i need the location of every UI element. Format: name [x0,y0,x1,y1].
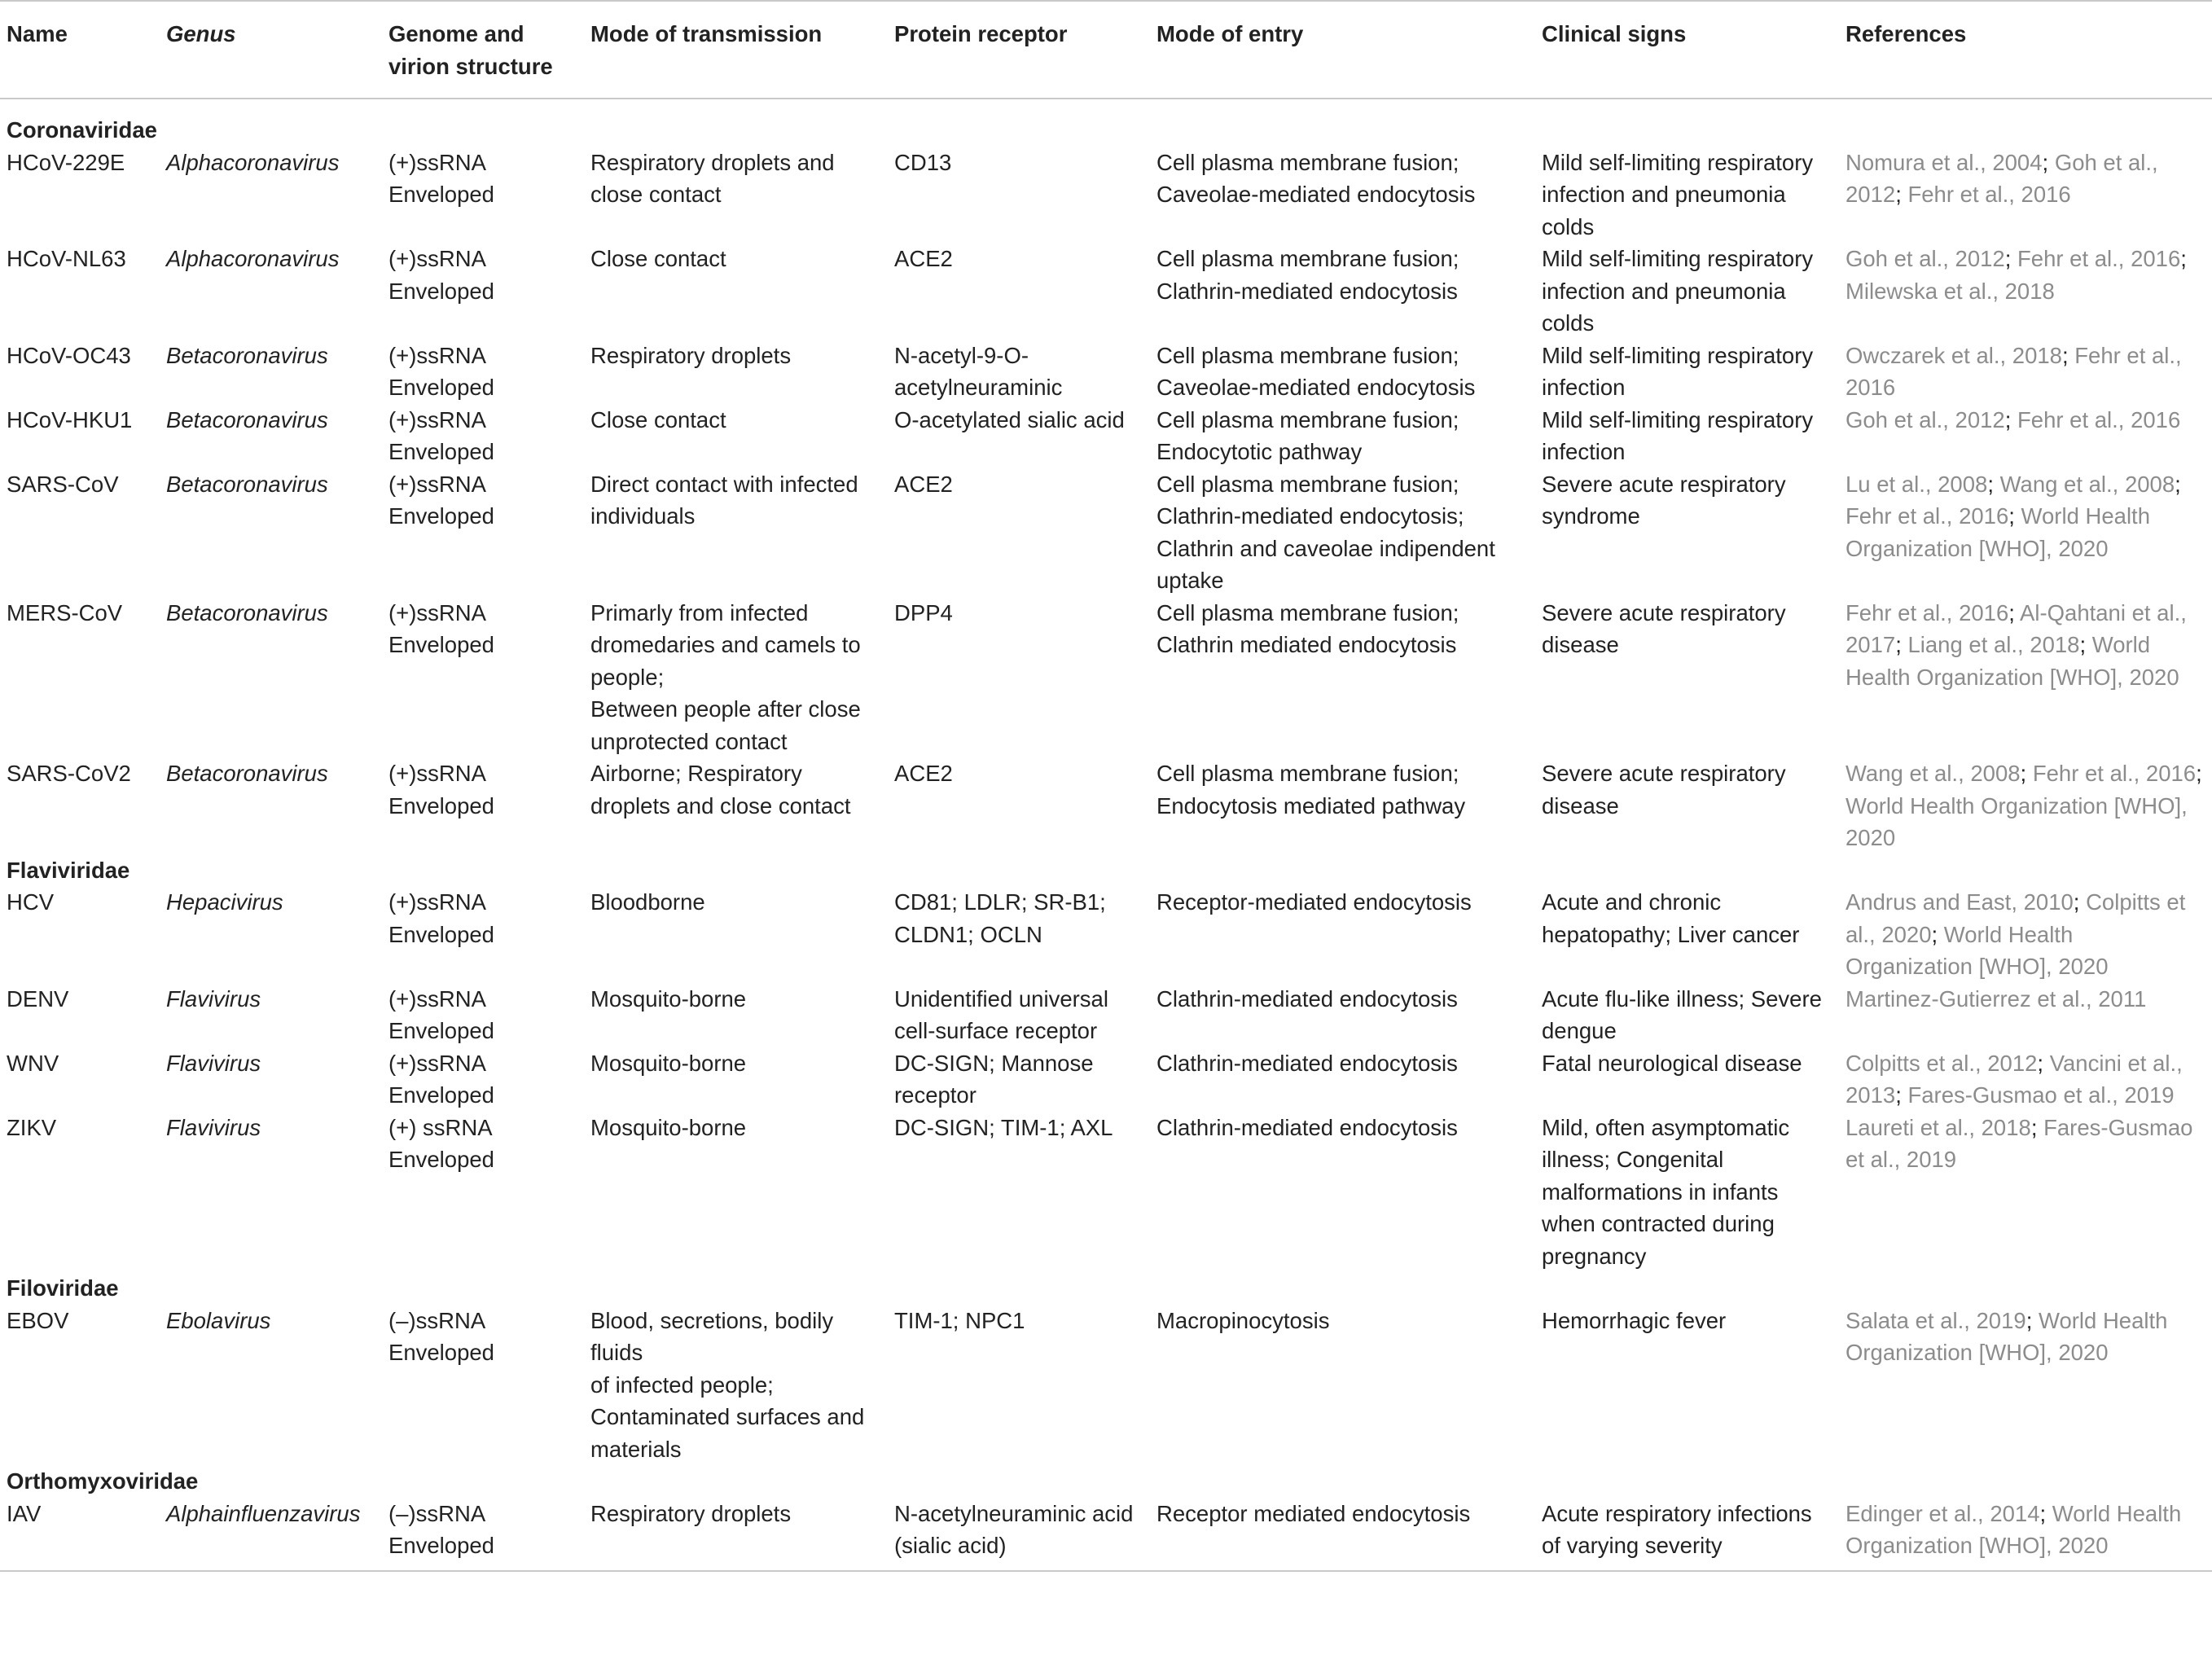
cell-name: HCoV-NL63 [7,246,126,271]
cell-receptor: CD81; LDLR; SR-B1; CLDN1; OCLN [894,889,1106,947]
cell-receptor: TIM-1; NPC1 [894,1307,1025,1333]
cell-name: SARS-CoV [7,471,119,497]
cell-transmission: Mosquito-borne [590,985,747,1012]
cell-entry: Cell plasma membrane fusion; Caveolae-mediated endocytosis [1156,149,1476,207]
cell-transmission: Respiratory droplets [590,342,792,368]
reference-link[interactable]: Lu et al., 2008 [1846,471,1988,497]
family-row [0,1465,2212,1498]
table-body [0,99,2212,1571]
reference-link[interactable]: Nomura et al., 2004 [1846,149,2043,175]
reference-link[interactable]: Wang et al., 2008 [1846,761,2021,786]
reference-link[interactable]: Fehr et al., 2016 [2017,246,2181,271]
table-row [0,886,2212,983]
cell-name: HCoV-HKU1 [7,406,133,432]
cell-genome: (+)ssRNA Enveloped [388,985,494,1043]
reference-link[interactable]: Fehr et al., 2016 [1846,503,2009,529]
family-row [0,1272,2212,1305]
cell-references: Laureti et al., 2018; Fares-Gusmao et al., 2019 [1846,1114,2193,1172]
reference-link[interactable]: Al-Qahtani et al., 2017 [1846,599,2187,657]
cell-genus: Alphacoronavirus [166,149,340,175]
cell-genome: (+)ssRNA Enveloped [388,1050,494,1108]
header-row [0,1,2212,99]
header-transmission: Mode of transmission [590,21,823,46]
reference-link[interactable]: Fehr et al., 2016 [2017,406,2181,432]
table-row [0,147,2212,244]
reference-link[interactable]: Goh et al., 2012 [1846,406,2005,432]
cell-references: Lu et al., 2008; Wang et al., 2008; Fehr et al., 2016; World Health Organization [WHO], 2020 [1846,471,2181,561]
reference-link[interactable]: Goh et al., 2012 [1846,246,2005,271]
table-header [0,1,2212,99]
reference-link[interactable]: Wang et al., 2008 [1999,471,2175,497]
cell-entry: Cell plasma membrane fusion; Clathrin-mediated endocytosis [1156,246,1459,304]
cell-genus: Alphacoronavirus [166,246,340,271]
cell-genome: (+) ssRNA Enveloped [388,1114,494,1172]
cell-receptor: Unidentified universal cell-surface receptor [894,985,1108,1043]
cell-transmission: Direct contact with infected individuals [590,471,858,529]
reference-link[interactable]: Colpitts et al., 2012 [1846,1050,2038,1076]
cell-transmission: Airborne; Respiratory droplets and close contact [590,761,851,818]
table-row [0,983,2212,1047]
cell-references: Owczarek et al., 2018; Fehr et al., 2016 [1846,342,2182,400]
reference-link[interactable]: World Health Organization [WHO], 2020 [1846,503,2150,561]
cell-genus: Betacoronavirus [166,599,328,625]
cell-receptor: O-acetylated sialic acid [894,406,1125,432]
cell-genome: (+)ssRNA Enveloped [388,889,494,947]
cell-signs: Acute respiratory infections of varying severity [1542,1500,1812,1558]
cell-references: Salata et al., 2019; World Health Organization [WHO], 2020 [1846,1307,2168,1365]
cell-receptor: N-acetylneuraminic acid (sialic acid) [894,1500,1134,1558]
cell-signs: Mild self-limiting respiratory infection and pneumonia colds [1542,246,1814,336]
bottom-rule [0,1571,2212,1573]
header-entry: Mode of entry [1156,21,1304,46]
cell-references: Goh et al., 2012; Fehr et al., 2016 [1846,406,2181,432]
reference-link[interactable]: Andrus and East, 2010 [1846,889,2074,915]
table-row [0,1047,2212,1112]
cell-transmission: Bloodborne [590,889,705,915]
table-row [0,1305,2212,1466]
cell-genome: (+)ssRNA Enveloped [388,246,494,304]
family-name: Filoviridae [7,1275,119,1301]
cell-signs: Hemorrhagic fever [1542,1307,1727,1333]
cell-name: SARS-CoV2 [7,761,131,786]
cell-entry: Clathrin-mediated endocytosis [1156,1114,1458,1140]
cell-genus: Betacoronavirus [166,342,328,368]
cell-genus: Alphainfluenzavirus [166,1500,361,1526]
cell-name: DENV [7,985,69,1012]
table-row [0,404,2212,468]
cell-genome: (+)ssRNA Enveloped [388,599,494,657]
cell-name: MERS-CoV [7,599,123,625]
reference-link[interactable]: Fehr et al., 2016 [1907,182,2071,207]
cell-receptor: DPP4 [894,599,953,625]
cell-name: IAV [7,1500,42,1526]
cell-signs: Mild self-limiting respiratory infection [1542,342,1814,400]
cell-references: Fehr et al., 2016; Al-Qahtani et al., 2017; Liang et al., 2018; World Health Organization [WHO], 2020 [1846,599,2187,690]
cell-signs: Acute flu-like illness; Severe dengue [1542,985,1822,1043]
cell-entry: Receptor-mediated endocytosis [1156,889,1472,915]
cell-genome: (+)ssRNA Enveloped [388,761,494,818]
cell-signs: Mild self-limiting respiratory infection and pneumonia colds [1542,149,1814,239]
reference-link[interactable]: Laureti et al., 2018 [1846,1114,2031,1140]
cell-genus: Hepacivirus [166,889,283,915]
cell-references: Nomura et al., 2004; Goh et al., 2012; Fehr et al., 2016 [1846,149,2158,207]
cell-name: ZIKV [7,1114,57,1140]
cell-entry: Cell plasma membrane fusion; Endocytosis mediated pathway [1156,761,1466,818]
reference-link[interactable]: World Health Organization [WHO], 2020 [1846,792,2188,850]
cell-entry: Receptor mediated endocytosis [1156,1500,1471,1526]
cell-transmission: Mosquito-borne [590,1114,747,1140]
table-row [0,243,2212,340]
reference-link[interactable]: Fehr et al., 2016 [2032,761,2197,786]
reference-link[interactable]: Vancini et al., 2013 [1846,1050,2183,1108]
cell-genome: (–)ssRNA Enveloped [388,1307,494,1365]
reference-link[interactable]: Owczarek et al., 2018 [1846,342,2062,368]
cell-name: WNV [7,1050,59,1076]
cell-receptor: DC-SIGN; TIM-1; AXL [894,1114,1113,1140]
cell-genus: Flavivirus [166,1050,261,1076]
cell-signs: Acute and chronic hepatopathy; Liver cancer [1542,889,1800,947]
reference-link[interactable]: World Health Organization [WHO], 2020 [1846,1500,2182,1558]
header-genome: Genome and virion structure [388,21,553,79]
cell-receptor: N-acetyl-9-O-acetylneuraminic [894,342,1063,400]
cell-genome: (+)ssRNA Enveloped [388,149,494,207]
cell-references: Andrus and East, 2010; Colpitts et al., 2020; World Health Organization [WHO], 2020 [1846,889,2186,979]
cell-genome: (+)ssRNA Enveloped [388,471,494,529]
reference-link[interactable]: World Health Organization [WHO], 2020 [1846,1307,2168,1365]
cell-transmission: Mosquito-borne [590,1050,747,1076]
reference-link[interactable]: World Health Organization [WHO], 2020 [1846,632,2179,690]
cell-references: Wang et al., 2008; Fehr et al., 2016; World Health Organization [WHO], 2020 [1846,761,2202,850]
cell-references: Goh et al., 2012; Fehr et al., 2016; Milewska et al., 2018 [1846,246,2187,304]
cell-receptor: CD13 [894,149,952,175]
cell-name: EBOV [7,1307,69,1333]
cell-signs: Severe acute respiratory disease [1542,599,1786,657]
table-row [0,597,2212,758]
reference-link[interactable]: World Health Organization [WHO], 2020 [1846,921,2109,979]
cell-entry: Macropinocytosis [1156,1307,1330,1333]
reference-link[interactable]: Martinez-Gutierrez et al., 2011 [1846,985,2147,1012]
cell-genome: (+)ssRNA Enveloped [388,342,494,400]
cell-name: HCV [7,889,55,915]
cell-transmission: Close contact [590,406,726,432]
header-genus: Genus [166,21,236,46]
reference-link[interactable]: Milewska et al., 2018 [1846,278,2055,304]
cell-transmission: Respiratory droplets and close contact [590,149,835,207]
reference-link[interactable]: Fehr et al., 2016 [1846,599,2009,625]
cell-genus: Betacoronavirus [166,761,328,786]
cell-name: HCoV-229E [7,149,125,175]
reference-link[interactable]: Colpitts et al., 2020 [1846,889,2186,947]
table-row [0,757,2212,854]
header-name: Name [7,21,68,46]
cell-entry: Cell plasma membrane fusion; Caveolae-mediated endocytosis [1156,342,1476,400]
cell-receptor: ACE2 [894,246,953,271]
cell-transmission: Respiratory droplets [590,1500,792,1526]
cell-signs: Mild, often asymptomatic illness; Congenital malformations in infants when contracted during pregnancy [1542,1114,1790,1269]
table-row [0,468,2212,597]
reference-link[interactable]: Edinger et al., 2014 [1846,1500,2040,1526]
cell-entry: Cell plasma membrane fusion; Clathrin-mediated endocytosis; Clathrin and caveolae indipendent uptake [1156,471,1495,593]
cell-genus: Betacoronavirus [166,406,328,432]
cell-genome: (–)ssRNA Enveloped [388,1500,494,1558]
header-signs: Clinical signs [1542,21,1687,46]
cell-genome: (+)ssRNA Enveloped [388,406,494,464]
family-name: Flaviviridae [7,857,130,883]
cell-signs: Fatal neurological disease [1542,1050,1802,1076]
cell-transmission: Blood, secretions, bodily fluids of infected people; Contaminated surfaces and materials [590,1307,865,1462]
cell-references: Edinger et al., 2014; World Health Organization [WHO], 2020 [1846,1500,2182,1558]
family-name: Coronaviridae [7,117,157,143]
cell-transmission: Close contact [590,246,726,271]
cell-entry: Cell plasma membrane fusion; Endocytotic pathway [1156,406,1459,464]
reference-link[interactable]: Fares-Gusmao et al., 2019 [1907,1082,2175,1108]
cell-receptor: DC-SIGN; Mannose receptor [894,1050,1094,1108]
table-row [0,340,2212,404]
cell-entry: Cell plasma membrane fusion; Clathrin mediated endocytosis [1156,599,1459,657]
table-footer-rule [0,1571,2212,1573]
cell-receptor: ACE2 [894,471,953,497]
table-row [0,1498,2212,1571]
header-references: References [1846,21,1967,46]
cell-genus: Ebolavirus [166,1307,271,1333]
reference-link[interactable]: Goh et al., 2012 [1846,149,2158,207]
cell-genus: Flavivirus [166,985,261,1012]
reference-link[interactable]: Fares-Gusmao et al., 2019 [1846,1114,2193,1172]
cell-signs: Severe acute respiratory syndrome [1542,471,1786,529]
cell-genus: Flavivirus [166,1114,261,1140]
cell-genus: Betacoronavirus [166,471,328,497]
cell-receptor: ACE2 [894,761,953,786]
reference-link[interactable]: Salata et al., 2019 [1846,1307,2026,1333]
table-row [0,1112,2212,1273]
cell-name: HCoV-OC43 [7,342,131,368]
family-row [0,99,2212,147]
reference-link[interactable]: Liang et al., 2018 [1907,632,2080,657]
cell-signs: Mild self-limiting respiratory infection [1542,406,1814,464]
reference-link[interactable]: Fehr et al., 2016 [1846,342,2182,400]
family-row [0,854,2212,887]
cell-transmission: Primarly from infected dromedaries and camels to people; Between people after close unprotected contact [590,599,861,754]
family-name: Orthomyxoviridae [7,1468,199,1494]
header-receptor: Protein receptor [894,21,1068,46]
cell-entry: Clathrin-mediated endocytosis [1156,1050,1458,1076]
cell-references [1839,983,2212,1047]
cell-signs: Severe acute respiratory disease [1542,761,1786,818]
cell-entry: Clathrin-mediated endocytosis [1156,985,1458,1012]
cell-references: Colpitts et al., 2012; Vancini et al., 2013; Fares-Gusmao et al., 2019 [1846,1050,2183,1108]
